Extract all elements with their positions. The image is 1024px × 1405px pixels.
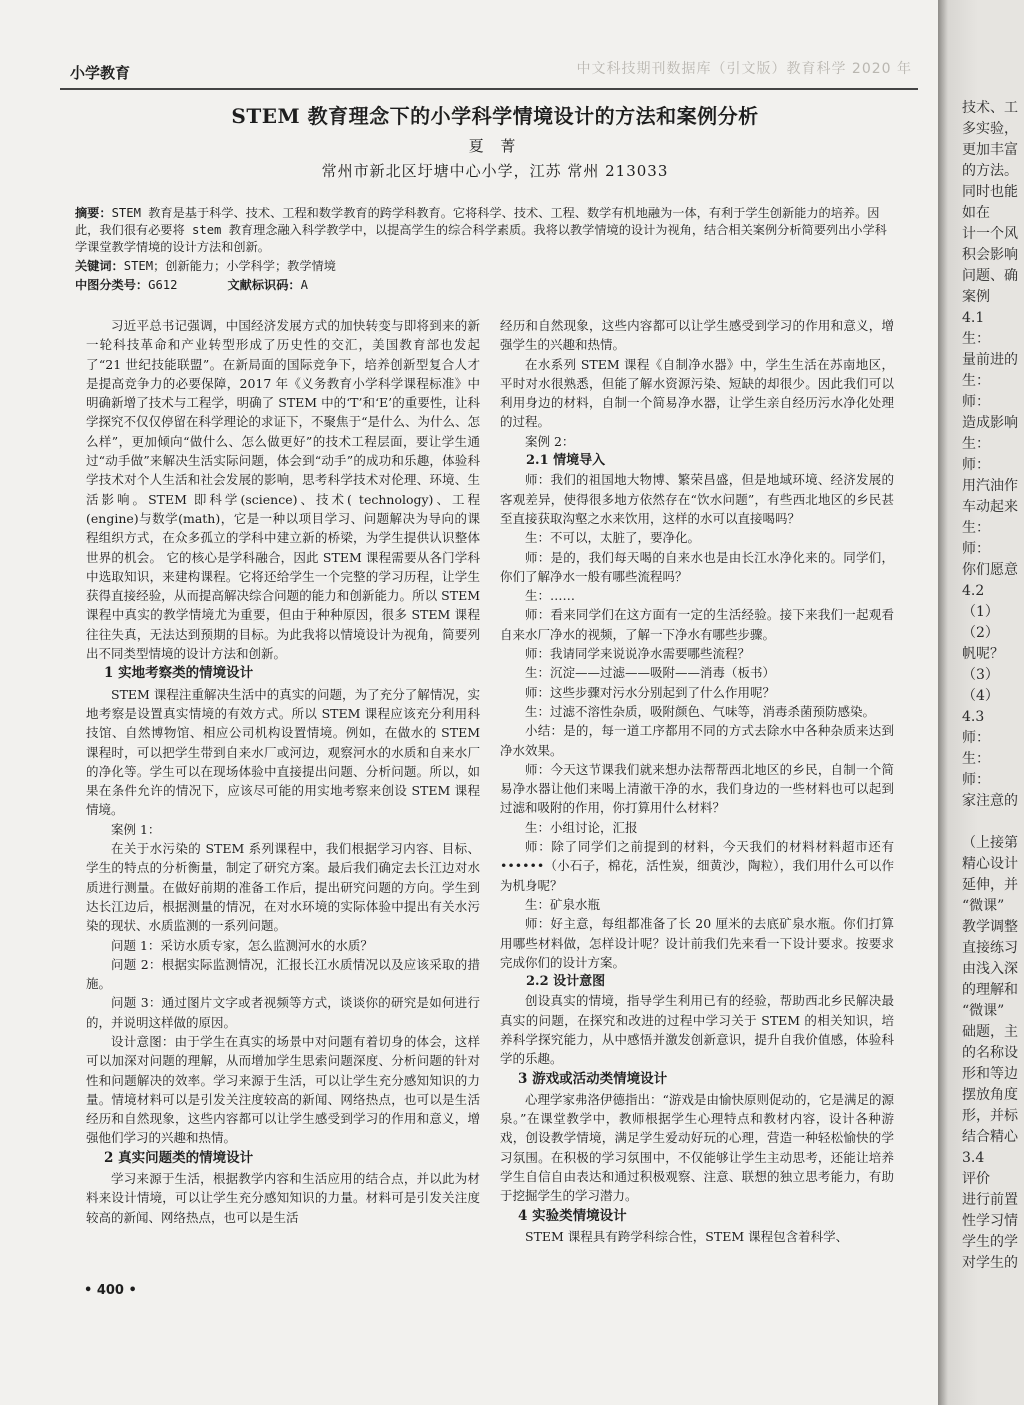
clc-number: G612	[148, 278, 178, 292]
edge-text-fragment: 师：	[962, 394, 990, 410]
edge-text-fragment: 精心设计	[962, 856, 1018, 872]
edge-text-fragment: 摆放角度	[962, 1087, 1018, 1103]
edge-text-fragment: 评价	[962, 1171, 990, 1187]
left-column	[86, 316, 480, 1227]
edge-text-fragment	[962, 812, 1024, 833]
abstract-label: 摘要：	[75, 206, 112, 220]
edge-text-fragment: 案例	[962, 289, 990, 305]
edge-text-fragment: 结合精心	[962, 1129, 1018, 1145]
paragraph: 生：过滤不溶性杂质，吸附颜色、气味等，消毒杀菌预防感染。	[525, 703, 876, 719]
paragraph: 师：是的，我们每天喝的自来水也是由长江水净化来的。同学们，你们了解净水一般有哪些流程吗？	[500, 549, 894, 584]
edge-text-fragment: 多实验，	[962, 121, 1018, 137]
doc-code-label: 文献标识码：	[227, 278, 301, 292]
paragraph: 师：看来同学们在这方面有一定的生活经验。接下来我们一起观看自来水厂净水的视频，了解一下净水有哪些步骤。	[500, 607, 894, 642]
edge-text-fragment: 的方法。	[962, 163, 1018, 179]
edge-text-fragment: 生：	[962, 436, 990, 452]
edge-text-fragment: （1）	[962, 604, 999, 620]
paragraph: 心理学家弗洛伊德指出：“游戏是由愉快原则促动的，它是满足的源泉。”在课堂教学中，教师根据学生心理特点和教材内容，设计各种游戏，创设教学情境，满足学生爱动好玩的心理，营造一种轻松愉快的学习氛围。在积极的学习氛围中，不仅能够让学生主动思考，还能让培养学生自信自由表达和通过积极观察、注意、联想的独立思考能力，有助于挖掘学生的学习潜力。	[500, 1091, 894, 1204]
edge-text-fragment: 延伸，并	[962, 877, 1018, 893]
edge-text-fragment: 师：	[962, 541, 990, 557]
paragraph: 师：我请同学来说说净水需要哪些流程？	[525, 646, 751, 662]
edge-text-fragment: 进行前置	[962, 1192, 1018, 1208]
edge-text-fragment: 4.3	[962, 709, 985, 725]
paragraph: 创设真实的情境，指导学生利用已有的经验，帮助西北乡民解决最真实的问题，在探究和改进的过程中学习关于 STEM 的相关知识，培养科学探究能力，从中感悟并激发创新意识，提升自我价值感，体验科学的乐趣。	[500, 993, 894, 1067]
edge-text-fragment: 生：	[962, 751, 990, 767]
section-heading: 4 实验类情境设计	[518, 1207, 627, 1224]
keywords-line	[75, 258, 895, 275]
section-tag: 小学教育	[70, 64, 131, 82]
page-number: • 400 •	[84, 1283, 137, 1298]
edge-text-fragment: （3）	[962, 667, 999, 683]
edge-text-fragment: “微课”	[962, 898, 1005, 914]
paragraph: STEM 课程具有跨学科综合性，STEM 课程包含着科学、	[525, 1228, 849, 1244]
clc-label: 中图分类号：	[75, 278, 149, 292]
edge-text-fragment: 更加丰富	[962, 142, 1018, 158]
paragraph: 问题 2：根据实际监测情况，汇报长江水质情况以及应该采取的措施。	[86, 956, 480, 992]
edge-text-fragment: 如在	[962, 205, 990, 221]
paragraph: 问题 1：采访水质专家，怎么监测河水的水质？	[111, 937, 373, 953]
edge-text-fragment: （2）	[962, 625, 999, 641]
edge-text-fragment: 帆呢？	[962, 646, 1004, 662]
abstract-block	[75, 205, 895, 294]
edge-text-fragment: （4）	[962, 688, 999, 704]
right-column	[500, 316, 894, 1246]
paragraph: 在水系列 STEM 课程《自制净水器》中，学生生活在苏南地区，平时对水很熟悉，但能了解水资源污染、短缺的却很少。因此我们可以利用身边的材料，自制一个简易净水器，让学生亲自经历污水净化处理的过程。	[500, 356, 894, 430]
paragraph: 问题 3：通过图片文字或者视频等方式，谈谈你的研究是如何进行的，并说明这样做的原因。	[86, 995, 480, 1030]
edge-text-fragment: 技术、工	[962, 100, 1018, 116]
edge-text-fragment: 车动起来	[962, 499, 1018, 515]
edge-text-fragment: 形，并标	[962, 1108, 1018, 1124]
edge-text-fragment: “微课”	[962, 1003, 1005, 1019]
edge-text-fragment: 生：	[962, 520, 990, 536]
author: 夏 菁	[468, 137, 522, 155]
edge-text-fragment: 家注意的	[962, 793, 1018, 809]
edge-text-fragment: 师：	[962, 457, 990, 473]
edge-text-fragment: 性学习情	[962, 1213, 1018, 1229]
edge-text-fragment: 生：	[962, 373, 990, 389]
edge-text-fragment: 同时也能	[962, 184, 1018, 200]
paragraph: 师：好主意，每组都准备了长 20 厘米的去底矿泉水瓶。你们打算用哪些材料做，怎样设计呢？设计前我们先来看一下设计要求。按要求完成你们的设计方案。	[500, 916, 894, 970]
article-title: STEM 教育理念下的小学科学情境设计的方法和案例分析	[231, 104, 759, 128]
edge-text-fragment: 学生的学	[962, 1234, 1018, 1250]
keywords: STEM；创新能力；小学科学；教学情境	[123, 259, 336, 273]
section-heading: 1 实地考察类的情境设计	[104, 665, 254, 682]
edge-text-fragment: 师：	[962, 772, 990, 788]
edge-text-fragment: （上接第	[962, 835, 1018, 851]
edge-text-fragment: 直接练习	[962, 940, 1018, 956]
paragraph: 案例 2：	[525, 433, 575, 449]
edge-text-fragment: 由浅入深	[962, 961, 1018, 977]
classification-line	[75, 277, 895, 294]
paragraph: 设计意图：由于学生在真实的场景中对问题有着切身的体会，这样可以加深对问题的理解，从而增加学生思索问题深度、分析问题的针对性和问题解决的效率。学习来源于生活，可以让学生充分感知知识的力量。情境材料可以是引发关注度较高的新闻、网络热点，也可以是生活经历和自然现象，这些内容都可以让学生感受到学习的作用和意义，增强他们学习的兴趣和热情。	[86, 1033, 480, 1146]
paragraph: 师：今天这节课我们就来想办法帮帮西北地区的乡民，自制一个简易净水器让他们来喝上清澈干净的水，我们身边的一些材料也可以起到过滤和吸附的作用，你打算用什么材料？	[500, 761, 894, 816]
doc-code: A	[300, 278, 308, 292]
subsection-heading: 2.1 情境导入	[526, 453, 606, 469]
bleed-through-text: 中文科技期刊数据库（引文版）教育科学 2020 年	[576, 61, 912, 77]
edge-text-fragment: 对学生的	[962, 1255, 1018, 1271]
edge-text-fragment: 的理解和	[962, 982, 1018, 998]
edge-text-fragment: 教学调整	[962, 919, 1018, 935]
edge-text-fragment: 用汽油作	[962, 478, 1018, 494]
edge-text-fragment: 础题，主	[962, 1024, 1018, 1040]
abstract-text: STEM 教育是基于科学、技术、工程和数学教育的跨学科教育。它将科学、技术、工程、数学有机地融为一体，有利于学生创新能力的培养。因此，我们很有必要将 stem 教育理念融入科学教学中，以提高学生的综合科学素质。我将以教学情境的设计为视角，结合相关案例分析简要列出小学科学课堂教学情境的设计方法和创新。	[75, 206, 887, 254]
edge-text-fragment: 的名称设	[962, 1045, 1018, 1061]
paragraph: 师：这些步骤对污水分别起到了什么作用呢？	[525, 684, 776, 700]
subsection-heading: 2.2 设计意图	[526, 974, 606, 990]
paragraph: 生：……	[525, 588, 576, 604]
edge-text-fragment: 4.1	[962, 310, 985, 326]
paragraph: 案例 1：	[111, 821, 161, 837]
edge-text-fragment: 计一个风	[962, 226, 1018, 242]
paragraph: 经历和自然现象，这些内容都可以让学生感受到学习的作用和意义，增强学生的兴趣和热情。	[500, 318, 894, 353]
edge-text-fragment: 你们愿意	[962, 562, 1018, 578]
section-heading: 3 游戏或活动类情境设计	[518, 1070, 668, 1087]
paragraph: 学习来源于生活，根据教学内容和生活应用的结合点，并以此为材料来设计情境，可以让学生充分感知知识的力量。材料可是引发关注度较高的新闻、网络热点，也可以是生活	[86, 1171, 480, 1225]
edge-text-fragment: 积会影响	[962, 247, 1018, 263]
keywords-label: 关键词：	[75, 259, 124, 273]
paragraph: 师：我们的祖国地大物博、繁荣昌盛，但是地域环境、经济发展的客观差异，使得很多地方依然存在“饮水问题”，有些西北地区的乡民甚至直接获取沟壑之水来饮用，这样的水可以直接喝吗？	[500, 472, 894, 526]
paragraph: 小结：是的，每一道工序都用不同的方式去除水中各种杂质来达到净水效果。	[500, 723, 894, 758]
paragraph: 生：小组讨论，汇报	[525, 819, 638, 835]
edge-text-fragment: 4.2	[962, 583, 985, 599]
edge-text-fragment: 问题、确	[962, 268, 1018, 284]
title-block	[70, 100, 920, 181]
paragraph: STEM 课程注重解决生活中的真实的问题，为了充分了解情况，实地考察是设置真实情境的有效方式。所以 STEM 课程应该充分利用科技馆、自然博物馆、相应公司机构设置情境。例如，在做水的 STEM 课程时，可以把学生带到自来水厂或河边，观察河水的水质和自来水厂的净化等。学生可以在现场体验中直接提出问题、分析问题。所以，如果在条件允许的情况下，应该尽可能的用实地考察来创设 STEM 课程情境。	[86, 686, 480, 818]
edge-text-fragment: 造成影响	[962, 415, 1018, 431]
paragraph: 师：除了同学们之前提到的材料，今天我们的材料材料超市还有 ••••••（小石子，棉花，活性炭，细黄沙，陶粒），我们用什么可以作为机身呢？	[500, 839, 894, 893]
abstract	[75, 205, 895, 256]
running-header	[60, 54, 918, 90]
paragraph: 生：沉淀——过滤——吸附——消毒（板书）	[525, 665, 776, 681]
affiliation: 常州市新北区圩塘中心小学，江苏 常州 213033	[321, 162, 669, 180]
paragraph: 在关于水污染的 STEM 系列课程中，我们根据学习内容、目标、学生的特点的分析衡量，制定了研究方案。最后我们确定去长江边对水质进行测量。在做好前期的准备工作后，提出研究问题的方向。学生到达长江边后，根据测量的情况，在对水环境的实际体验中提出有关水污染的现状、水质监测的一系列问题。	[86, 841, 480, 934]
section-heading: 2 真实问题类的情境设计	[104, 1149, 254, 1166]
edge-text-fragment: 形和等边	[962, 1066, 1018, 1082]
next-page-edge	[962, 98, 1024, 1274]
paragraph: 习近平总书记强调，中国经济发展方式的加快转变与即将到来的新一轮科技革命和产业转型形成了历史性的交汇，美国教育部也发起了“21 世纪技能联盟”。在新局面的国际竞争下，培养创新型复合人才是提高竞争力的必要保障，2017 年《义务教育小学科学课程标准》中明确新增了技术与工程学，明确了 STEM 中的‘T’和‘E’的重要性，让科学探究不仅仅停留在科学理论的求证下，不聚焦于“是什么、为什么、怎么样”，更加倾向“做什么、怎么做更好”的技术工程层面，要让学生通过“动手做”来解决生活实际问题，体会到“动手”的成功和乐趣，体验科学技术对个人生活和社会发展的影响，思考科学技术对伦理、环境、生活影响。STEM 即科学(science)、技术( technology)、工程(engine)与数学(math)，它是一种以项目学习、问题解决为导向的课程组织方式，在众多孤立的学科中建立新的桥梁，为学生提供认识整体世界的机会。 它的核心是学科融合，因此 STEM 课程需要从各门学科中选取知识，来建构课程。它将还给学生一个完整的学习历程，让学生获得直接经验，从而提高解决综合问题的能力和创新能力。所以 STEM 课程中真实的教学情境尤为重要，但由于种种原因，很多 STEM 课程往往失真，无法达到预期的目标。为此我将以情境设计为视角，简要列出不同类型情境的设计方法和创新。	[86, 318, 480, 662]
edge-text-fragment: 生：	[962, 331, 990, 347]
edge-text-fragment: 师：	[962, 730, 990, 746]
edge-text-fragment: 3.4	[962, 1150, 985, 1166]
paragraph: 生：矿泉水瓶	[525, 896, 601, 912]
paragraph: 生：不可以，太脏了，要净化。	[525, 530, 701, 546]
edge-text-fragment: 量前进的	[962, 352, 1018, 368]
